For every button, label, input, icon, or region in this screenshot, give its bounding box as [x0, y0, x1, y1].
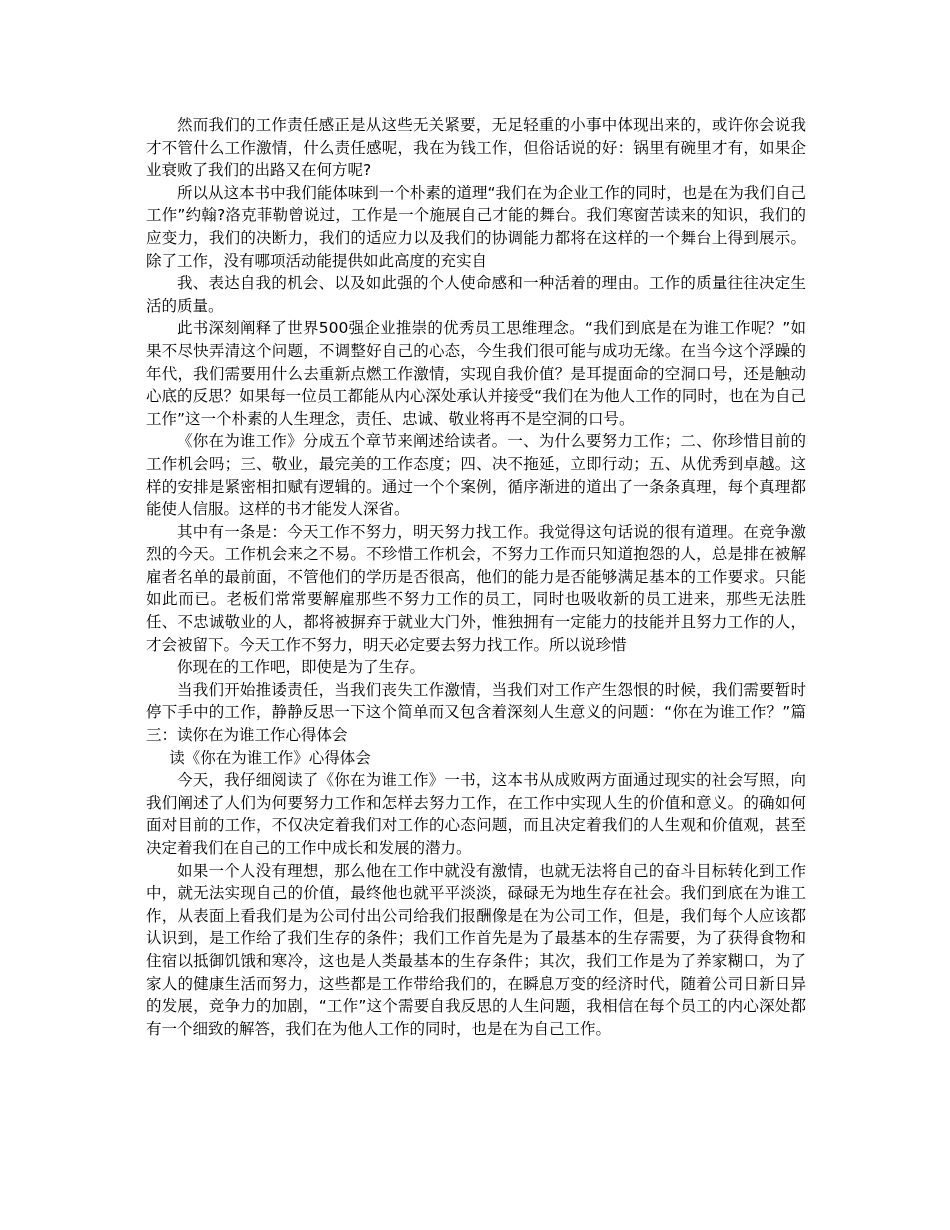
section-heading: 读《你在为谁工作》心得体会: [169, 748, 371, 767]
paragraph-6: 其中有一条是：今天工作不努力，明天努力找工作。我觉得这句话说的很有道理。在竞争激烈的今天。工作机会来之不易。不珍惜工作机会，不努力工作而只知道抱怨的人，总是排在被解雇者名单的最前面，不管他们的学历是否很高，他们的能力是否能够满足基本的工作要求。只能如此而已。老板们常常要解雇那些不努力工作的员工，同时也吸收新的员工进来，那些无法胜任、不忠诚敬业的人，都将被摒弃于就业大门外，惟独拥有一定能力的技能并且努力工作的人，才会被留下。今天工作不努力，明天必定要去努力找工作。所以说珍惜: [146, 522, 806, 654]
paragraph-1: 然而我们的工作责任感正是从这些无关紧要，无足轻重的小事中体现出来的，或许你会说我才不管什么工作激情，什么责任感呢，我在为钱工作，但俗话说的好：锅里有碗里才有，如果企业衰败了我们的出路又在何方呢?: [146, 116, 806, 180]
paragraph-7: 你现在的工作吧，即使是为了生存。: [177, 658, 426, 677]
paragraph-8: 当我们开始推诿责任，当我们丧失工作激情，当我们对工作产生怨恨的时候，我们需要暂时停下手中的工作，静静反思一下这个简单而又包含着深刻人生意义的问题：“你在为谁工作？”篇三：读你在为谁工作心得体会: [146, 680, 806, 745]
paragraph-4: 此书深刻阐释了世界500强企业推崇的优秀员工思维理念。“我们到底是在为谁工作呢？”如果不尽快弄清这个问题，不调整好自己的心态，今生我们很可能与成功无缘。在当今这个浮躁的年代，我们需要用什么去重新点燃工作激情，实现自我价值？是耳提面命的空洞口号，还是触动心底的反思？如果每一位员工都能从内心深处承认并接受“我们在为他人工作的同时，也在为自己工作”这一个朴素的人生理念，责任、忠诚、敬业将再不是空洞的口号。: [146, 319, 806, 428]
paragraph-10: 如果一个人没有理想，那么他在工作中就没有激情，也就无法将自己的奋斗目标转化到工作中，就无法实现自己的价值，最终他也就平平淡淡，碌碌无为地生存在社会。我们到底在为谁工作，从表面上看我们是为公司付出公司给我们报酬像是在为公司工作，但是，我们每个人应该都认识到，是工作给了我们生存的条件；我们工作首先是为了最基本的生存需要，为了获得食物和住宿以抵御饥饿和寒冷，这也是人类最基本的生存条件；其次，我们工作是为了养家糊口，为了家人的健康生活而努力，这些都是工作带给我们的，在瞬息万变的经济时代，随着公司日新日异的发展，竞争力的加剧，“工作”这个需要自我反思的人生问题，我相信在每个员工的内心深处都有一个细致的解答，我们在为他人工作的同时，也是在为自己工作。: [146, 861, 806, 1038]
paragraph-5: 《你在为谁工作》分成五个章节来阐述给读者。一、为什么要努力工作；二、你珍惜目前的工作机会吗；三、敬业，最完美的工作态度；四、决不拖延，立即行动；五、从优秀到卓越。这样的安排是紧密相扣赋有逻辑的。通过一个个案例，循序渐进的道出了一条条真理，每个真理都能使人信服。这样的书才能发人深省。: [146, 432, 806, 519]
paragraph-2: 所以从这本书中我们能体味到一个朴素的道理“我们在为企业工作的同时，也是在为我们自己工作”约翰?洛克菲勒曾说过，工作是一个施展自己才能的舞台。我们寒窗苦读来的知识，我们的应变力，我们的决断力，我们的适应力以及我们的协调能力都将在这样的一个舞台上得到展示。除了工作，没有哪项活动能提供如此高度的充实自: [146, 183, 806, 270]
paragraph-3: 我、表达自我的机会、以及如此强的个人使命感和一种活着的理由。工作的质量往往决定生活的质量。: [146, 274, 806, 315]
paragraph-9: 今天，我仔细阅读了《你在为谁工作》一书，这本书从成败两方面通过现实的社会写照，向我们阐述了人们为何要努力工作和怎样去努力工作，在工作中实现人生的价值和意义。的确如何面对目前的工作，不仅决定着我们对工作的心态问题，而且决定着我们的人生观和价值观，甚至决定着我们在自己的工作中成长和发展的潜力。: [146, 771, 806, 857]
document-body: [146, 114, 806, 1040]
